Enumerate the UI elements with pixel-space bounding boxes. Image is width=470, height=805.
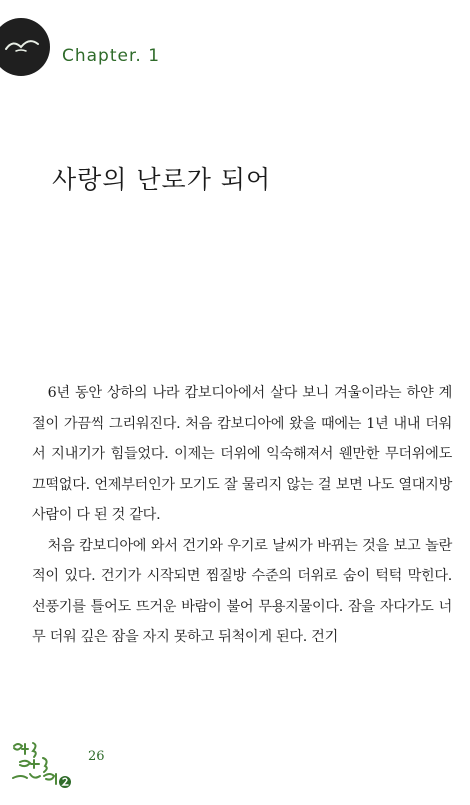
page-number: 26	[88, 749, 105, 764]
paragraph: 6년 동안 상하의 나라 캄보디아에서 살다 보니 겨울이라는 하얀 계절이 가끔씩 그리워진다. 처음 캄보디아에 왔을 때에는 1년 내내 더워서 지내기가 힘들었다. 이제는 더위에 익숙해져서 웬만한 무더위에도 끄떡없다. 언제부터인가 모기도 잘 물리지 않는 걸 보면 나도 열대지방 사람이 다 된 것 같다.	[32, 385, 452, 523]
page-title: 사랑의 난로가 되어	[52, 165, 272, 194]
chapter-badge	[0, 18, 50, 76]
paragraph: 처음 캄보디아에 와서 건기와 우기로 날씨가 바뀌는 것을 보고 놀란 적이 있다. 건기가 시작되면 찜질방 수준의 더위로 숨이 턱턱 막힌다. 선풍기를 틀어도 뜨거운 바람이 불어 무용지물이다. 잠을 자다가도 너무 더워 깊은 잠을 자지 못하고 뒤척이게 된다. 건기	[32, 537, 452, 645]
bird-icon	[4, 35, 40, 57]
book-logo-icon	[8, 738, 78, 794]
chapter-label: Chapter. 1	[62, 46, 161, 66]
body-text	[32, 378, 452, 653]
